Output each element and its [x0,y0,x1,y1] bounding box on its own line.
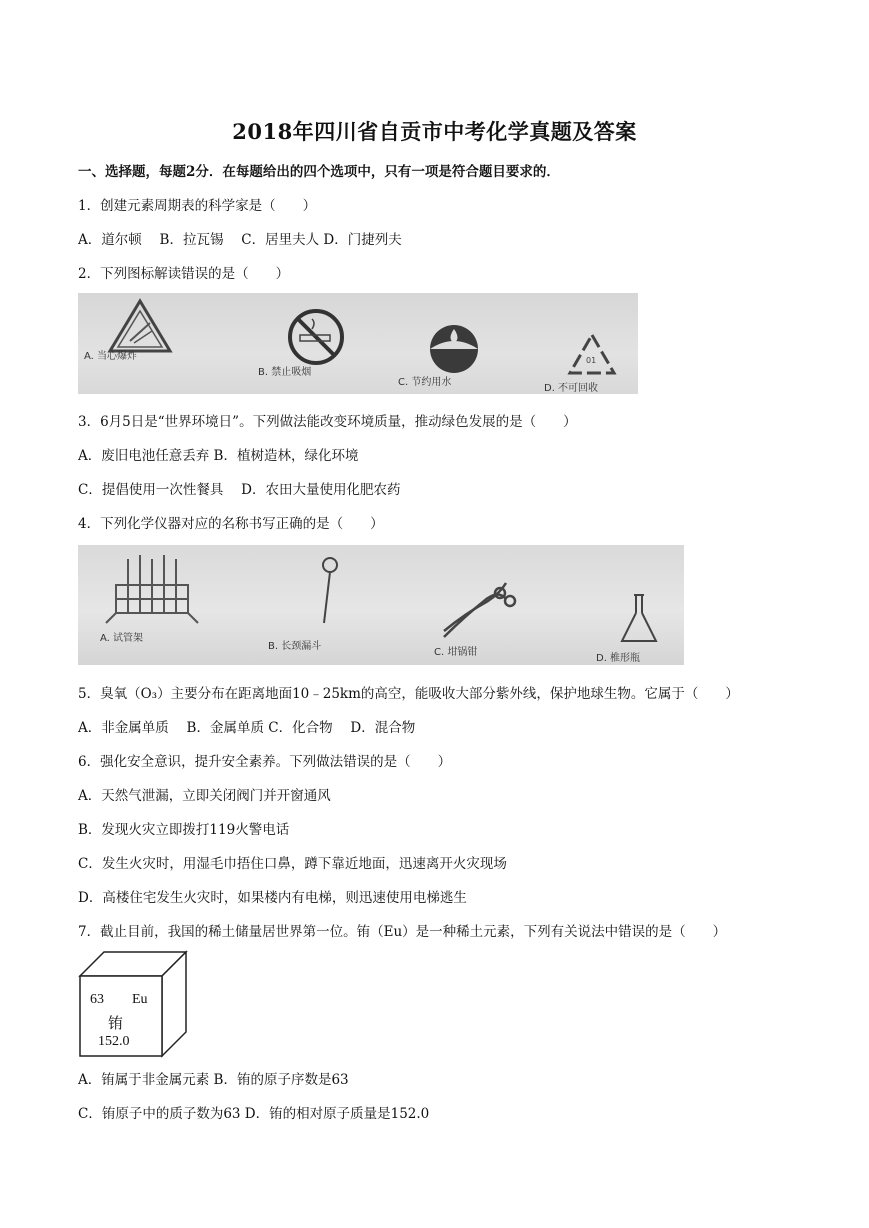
caption-b: B. 长颈漏斗 [268,641,322,652]
caption-d: D. 椎形瓶 [596,653,641,664]
conical-flask-icon [622,595,656,641]
element-name: 铕 [108,1014,124,1032]
question-2: 2．下列图标解读错误的是（ ） [78,266,290,282]
explosion-warning-icon [110,301,170,351]
svg-text:01: 01 [586,356,597,365]
caption-c: C. 节约用水 [398,377,452,388]
page-title: 2018年四川省自贡市中考化学真题及答案 [232,119,637,144]
section-heading: 一、选择题，每题2分．在每题给出的四个选项中，只有一项是符合题目要求的． [78,164,560,180]
question-6-option-b: B．发现火灾立即拨打119火警电话 [78,822,290,838]
question-6-option-c: C．发生火灾时，用湿毛巾捂住口鼻，蹲下靠近地面，迅速离开火灾现场 [78,856,507,872]
recycling-icon [570,335,614,373]
question-4: 4．下列化学仪器对应的名称书写正确的是（ ） [78,516,384,532]
water-saving-icon [430,325,478,373]
element-symbol: Eu [132,992,148,1007]
question-1: 1．创建元素周期表的科学家是（ ） [78,198,317,214]
question-6: 6．强化安全意识，提升安全素养。下列做法错误的是（ ） [78,754,452,770]
caption-b: B. 禁止吸烟 [258,367,312,378]
question-1-options: A．道尔顿 B．拉瓦锡 C．居里夫人 D．门捷列夫 [78,232,402,248]
funnel-icon [323,558,337,623]
question-7: 7．截止目前，我国的稀土储量居世界第一位。铕（Eu）是一种稀土元素，下列有关说法中错误的是（ ） [78,924,727,940]
test-tube-rack-icon [106,555,198,623]
question-3-options-cd: C．提倡使用一次性餐具 D．农田大量使用化肥农药 [78,482,401,498]
caption-a: A. 当心爆炸 [84,351,138,362]
question-5-options: A．非金属单质 B．金属单质 C．化合物 D．混合物 [78,720,416,736]
question-3: 3．6月5日是“世界环境日”。下列做法能改变环境质量，推动绿色发展的是（ ） [78,414,577,430]
question-7-options-ab: A．铕属于非金属元素 B．铕的原子序数是63 [78,1072,349,1088]
instruments-drawing [78,545,684,665]
instruments-image [78,545,684,665]
question-7-options-cd: C．铕原子中的质子数为63 D．铕的相对原子质量是152.0 [78,1106,430,1122]
atomic-mass: 152.0 [98,1034,130,1049]
crucible-tongs-icon [444,583,515,637]
atomic-number: 63 [90,992,104,1007]
question-5: 5．臭氧（O₃）主要分布在距离地面10﹣25km的高空，能吸收大部分紫外线，保护地球生物。它属于（ ） [78,686,739,702]
caption-d: D. 不可回收 [544,383,599,394]
element-card [78,950,188,1058]
question-6-option-a: A．天然气泄漏，立即关闭阀门并开窗通风 [78,788,331,804]
no-smoking-icon [290,311,342,363]
sign-icons-image [78,293,638,394]
question-3-options-ab: A．废旧电池任意丢弃 B．植树造林，绿化环境 [78,448,359,464]
caption-c: C. 坩锅钳 [434,647,478,658]
caption-a: A. 试管架 [100,633,144,644]
question-6-option-d: D．高楼住宅发生火灾时，如果楼内有电梯，则迅速使用电梯逃生 [78,890,467,906]
